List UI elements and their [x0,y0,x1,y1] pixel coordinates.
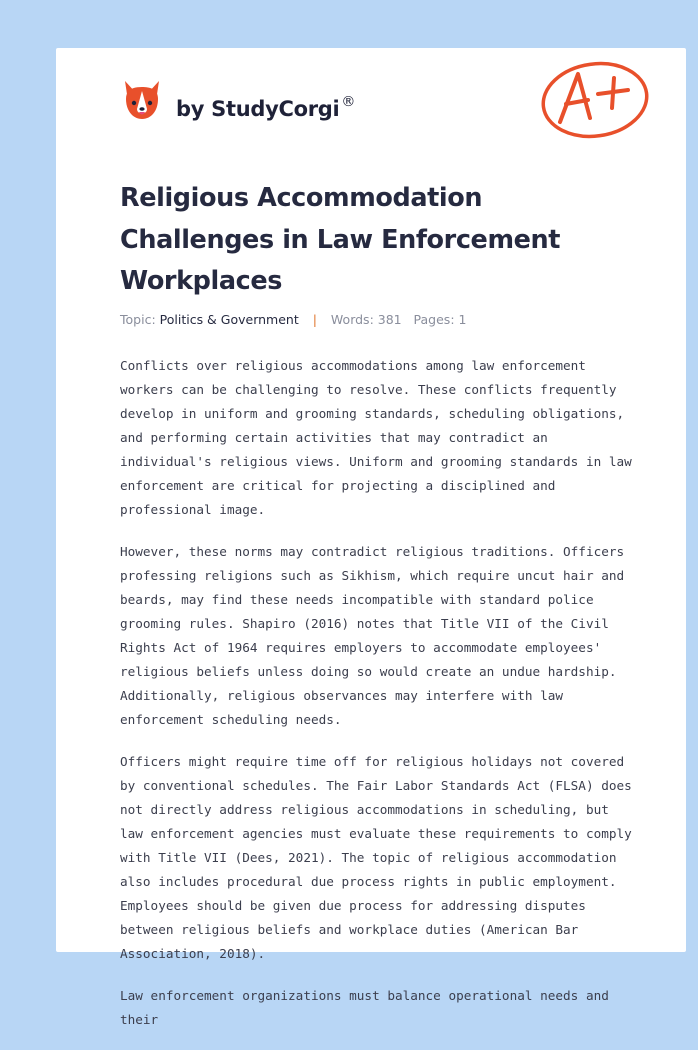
topic-link[interactable]: Politics & Government [159,312,299,327]
paragraph: However, these norms may contradict religious traditions. Officers professing religions such as Sikhism, which require uncut hair and beards, may find these needs incompatible with standard police grooming rules. Shapiro (2016) notes that Title VII of the Civil Rights Act of 1964 requires employers to accommodate employees' religious beliefs unless doing so would create an undue hardship. Additionally, religious observances may interfere with law enforcement scheduling needs. [120,544,625,727]
paragraph: Officers might require time off for religious holidays not covered by conventional schedules. The Fair Labor Standards Act (FLSA) does not directly address religious accommodations in scheduling, but law enforcement agencies must evaluate these requirements to comply with Title VII (Dees, 2021). The topic of religious accommodation also includes procedural due process rights in public employment. Employees should be given due process for addressing disputes between religious beliefs and workplace duties (American Bar Association, 2018). [120,754,632,961]
pages-count: 1 [458,312,467,327]
brand-logo[interactable] [122,78,355,121]
essay-body [120,354,638,1050]
pages-label: Pages: [413,312,455,327]
grade-a-plus-stamp [538,58,650,140]
paragraph: Conflicts over religious accommodations among law enforcement workers can be challenging to resolve. These conflicts frequently develop in uniform and grooming standards, scheduling obligations, and performing certain activities that may contradict an individual's religious views. Uniform and grooming standards in law enforcement are critical for projecting a disciplined and professional image. [120,358,632,517]
document-meta [120,312,466,327]
paragraph: Law enforcement organizations must balance operational needs and their [120,988,609,1027]
page-title: Religious Accommodation Challenges in Law Enforcement Workplaces [120,183,561,296]
document-page [56,48,686,1027]
corgi-logo-icon [122,79,162,121]
topic-label: Topic: [120,312,156,327]
meta-separator: | [312,312,317,327]
brand-name: by StudyCorgi ® [176,94,356,121]
words-count: 381 [377,312,402,327]
words-label: Words: [330,312,374,327]
